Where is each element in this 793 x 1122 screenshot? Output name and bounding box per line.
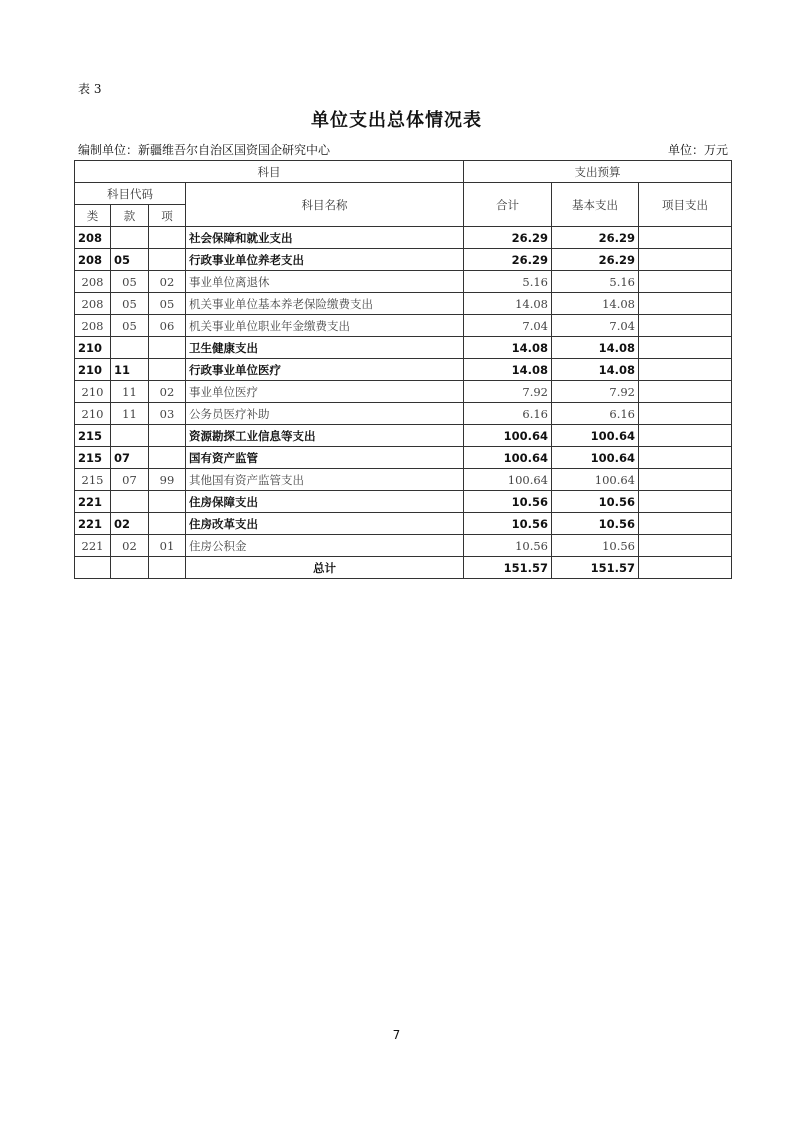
header-code: 科目代码 — [75, 183, 186, 205]
cell-basic: 10.56 — [552, 491, 639, 513]
cell-xiang — [149, 513, 186, 535]
page-title: 单位支出总体情况表 — [311, 110, 482, 131]
header-budget: 支出预算 — [464, 161, 732, 183]
cell-basic: 7.92 — [552, 381, 639, 403]
header-lei: 类 — [75, 205, 111, 227]
cell-kuan: 11 — [111, 359, 149, 381]
cell-total: 14.08 — [464, 293, 552, 315]
table-row — [75, 271, 732, 293]
cell-subject-name: 住房保障支出 — [186, 491, 464, 513]
cell-xiang: 01 — [149, 535, 186, 557]
cell-subject-name: 卫生健康支出 — [186, 337, 464, 359]
cell-project — [639, 293, 732, 315]
table-row — [75, 491, 732, 513]
summary-basic: 151.57 — [552, 557, 639, 579]
cell-xiang: 02 — [149, 381, 186, 403]
cell-kuan: 02 — [111, 513, 149, 535]
cell-xiang — [149, 359, 186, 381]
cell-basic: 26.29 — [552, 249, 639, 271]
cell-project — [639, 271, 732, 293]
table-row — [75, 381, 732, 403]
cell-project — [639, 491, 732, 513]
table-row — [75, 425, 732, 447]
cell-project — [639, 359, 732, 381]
cell-kuan — [111, 227, 149, 249]
summary-project — [639, 557, 732, 579]
header-project: 项目支出 — [639, 183, 732, 227]
cell-basic: 10.56 — [552, 513, 639, 535]
cell-total: 10.56 — [464, 491, 552, 513]
cell-lei: 221 — [75, 535, 111, 557]
table-row — [75, 469, 732, 491]
empty-cell — [75, 557, 111, 579]
table-row — [75, 315, 732, 337]
cell-basic: 6.16 — [552, 403, 639, 425]
cell-kuan: 07 — [111, 469, 149, 491]
cell-project — [639, 315, 732, 337]
cell-project — [639, 227, 732, 249]
cell-xiang: 06 — [149, 315, 186, 337]
cell-project — [639, 447, 732, 469]
cell-kuan: 11 — [111, 381, 149, 403]
header-subject: 科目 — [75, 161, 464, 183]
cell-project — [639, 403, 732, 425]
summary-row — [75, 557, 732, 579]
cell-basic: 14.08 — [552, 337, 639, 359]
cell-xiang — [149, 491, 186, 513]
header-name: 科目名称 — [186, 183, 464, 227]
cell-total: 100.64 — [464, 469, 552, 491]
cell-basic: 7.04 — [552, 315, 639, 337]
cell-xiang — [149, 249, 186, 271]
table-row — [75, 447, 732, 469]
table-row — [75, 359, 732, 381]
cell-lei: 215 — [75, 447, 111, 469]
cell-project — [639, 425, 732, 447]
cell-kuan — [111, 425, 149, 447]
cell-basic: 14.08 — [552, 359, 639, 381]
cell-basic: 14.08 — [552, 293, 639, 315]
header-total: 合计 — [464, 183, 552, 227]
cell-kuan — [111, 491, 149, 513]
cell-xiang — [149, 227, 186, 249]
cell-xiang — [149, 447, 186, 469]
header-basic: 基本支出 — [552, 183, 639, 227]
cell-subject-name: 行政事业单位养老支出 — [186, 249, 464, 271]
cell-total: 10.56 — [464, 513, 552, 535]
cell-kuan: 05 — [111, 249, 149, 271]
cell-lei: 210 — [75, 381, 111, 403]
cell-lei: 208 — [75, 271, 111, 293]
cell-subject-name: 行政事业单位医疗 — [186, 359, 464, 381]
cell-basic: 100.64 — [552, 469, 639, 491]
cell-xiang — [149, 425, 186, 447]
cell-subject-name: 事业单位离退休 — [186, 271, 464, 293]
cell-basic: 100.64 — [552, 447, 639, 469]
cell-basic: 5.16 — [552, 271, 639, 293]
cell-project — [639, 469, 732, 491]
currency-unit: 单位：万元 — [667, 143, 728, 157]
cell-lei: 210 — [75, 337, 111, 359]
cell-lei: 215 — [75, 469, 111, 491]
cell-kuan: 07 — [111, 447, 149, 469]
cell-xiang: 02 — [149, 271, 186, 293]
cell-lei: 210 — [75, 403, 111, 425]
cell-total: 100.64 — [464, 447, 552, 469]
cell-kuan: 05 — [111, 315, 149, 337]
cell-xiang — [149, 337, 186, 359]
table-row — [75, 293, 732, 315]
cell-subject-name: 事业单位医疗 — [186, 381, 464, 403]
cell-kuan: 05 — [111, 271, 149, 293]
cell-subject-name: 其他国有资产监管支出 — [186, 469, 464, 491]
table-row — [75, 337, 732, 359]
cell-subject-name: 公务员医疗补助 — [186, 403, 464, 425]
cell-subject-name: 住房公积金 — [186, 535, 464, 557]
cell-kuan — [111, 337, 149, 359]
cell-subject-name: 社会保障和就业支出 — [186, 227, 464, 249]
cell-lei: 210 — [75, 359, 111, 381]
cell-kuan: 11 — [111, 403, 149, 425]
cell-lei: 208 — [75, 249, 111, 271]
cell-total: 14.08 — [464, 337, 552, 359]
table-number: 表 3 — [78, 82, 102, 96]
empty-cell — [111, 557, 149, 579]
table-row — [75, 403, 732, 425]
cell-subject-name: 资源勘探工业信息等支出 — [186, 425, 464, 447]
cell-total: 7.92 — [464, 381, 552, 403]
page-number: 7 — [392, 1028, 401, 1042]
table-row — [75, 513, 732, 535]
empty-cell — [149, 557, 186, 579]
summary-total: 151.57 — [464, 557, 552, 579]
header-row-1 — [75, 161, 732, 183]
summary-label: 总计 — [186, 557, 464, 579]
cell-basic: 26.29 — [552, 227, 639, 249]
header-kuan: 款 — [111, 205, 149, 227]
compiling-unit: 编制单位：新疆维吾尔自治区国资国企研究中心 — [78, 143, 331, 157]
cell-kuan: 05 — [111, 293, 149, 315]
cell-total: 26.29 — [464, 227, 552, 249]
cell-lei: 208 — [75, 293, 111, 315]
cell-basic: 100.64 — [552, 425, 639, 447]
table-row — [75, 249, 732, 271]
cell-subject-name: 住房改革支出 — [186, 513, 464, 535]
cell-lei: 208 — [75, 227, 111, 249]
table-row — [75, 227, 732, 249]
cell-total: 10.56 — [464, 535, 552, 557]
cell-lei: 221 — [75, 513, 111, 535]
cell-project — [639, 535, 732, 557]
header-row-2 — [75, 183, 732, 205]
cell-project — [639, 249, 732, 271]
cell-project — [639, 381, 732, 403]
expenditure-table — [74, 160, 732, 579]
cell-subject-name: 机关事业单位职业年金缴费支出 — [186, 315, 464, 337]
cell-total: 6.16 — [464, 403, 552, 425]
cell-subject-name: 国有资产监管 — [186, 447, 464, 469]
cell-total: 14.08 — [464, 359, 552, 381]
cell-subject-name: 机关事业单位基本养老保险缴费支出 — [186, 293, 464, 315]
cell-total: 5.16 — [464, 271, 552, 293]
cell-project — [639, 337, 732, 359]
cell-total: 7.04 — [464, 315, 552, 337]
cell-xiang: 99 — [149, 469, 186, 491]
cell-xiang: 05 — [149, 293, 186, 315]
cell-basic: 10.56 — [552, 535, 639, 557]
cell-lei: 221 — [75, 491, 111, 513]
cell-total: 26.29 — [464, 249, 552, 271]
cell-kuan: 02 — [111, 535, 149, 557]
cell-lei: 215 — [75, 425, 111, 447]
header-xiang: 项 — [149, 205, 186, 227]
cell-project — [639, 513, 732, 535]
cell-xiang: 03 — [149, 403, 186, 425]
table-row — [75, 535, 732, 557]
cell-total: 100.64 — [464, 425, 552, 447]
cell-lei: 208 — [75, 315, 111, 337]
